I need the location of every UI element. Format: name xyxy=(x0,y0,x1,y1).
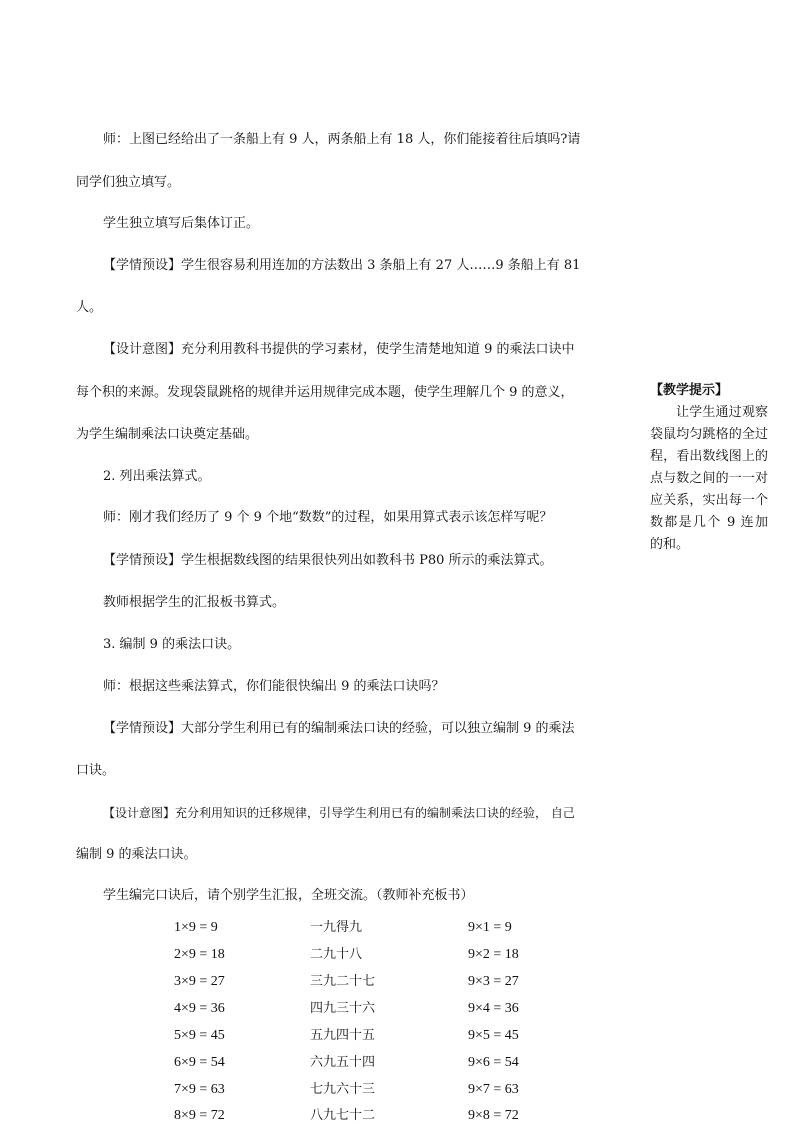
formula-left: 1×9 = 9 xyxy=(174,920,218,935)
paragraph: 师：根据这些乘法算式，你们能很快编出 9 的乘法口诀吗？ xyxy=(103,679,445,694)
paragraph: 【学情预设】学生很容易利用连加的方法数出 3 条船上有 27 人……9 条船上有 81 xyxy=(103,258,581,273)
paragraph: 【设计意图】充分利用教科书提供的学习素材，使学生清楚地知道 9 的乘法口诀中 xyxy=(103,342,575,357)
formula-right: 9×2 = 18 xyxy=(468,947,519,962)
formula-left: 3×9 = 27 xyxy=(174,974,225,989)
formula-left: 2×9 = 18 xyxy=(174,947,225,962)
formula-left: 5×9 = 45 xyxy=(174,1028,225,1043)
teaching-tip-box xyxy=(650,380,768,556)
paragraph: 2. 列出乘法算式。 xyxy=(103,469,211,484)
formula-right: 9×8 = 72 xyxy=(468,1108,519,1123)
paragraph: 学生独立填写后集体订正。 xyxy=(103,216,260,231)
formula-left: 4×9 = 36 xyxy=(174,1001,225,1016)
paragraph: 同学们独立填写。 xyxy=(76,175,181,190)
paragraph: 【设计意图】充分利用知识的迁移规律，引导学生利用已有的编制乘法口诀的经验， 自己 xyxy=(103,806,575,820)
formula-right: 9×1 = 9 xyxy=(468,920,512,935)
paragraph: 师：刚才我们经历了 9 个 9 个地“数数”的过程，如果用算式表示该怎样写呢？ xyxy=(103,510,553,525)
paragraph: 编制 9 的乘法口诀。 xyxy=(76,847,197,862)
mnemonic: 八九七十二 xyxy=(310,1108,376,1123)
mnemonic: 五九四十五 xyxy=(310,1028,376,1043)
formula-right: 9×3 = 27 xyxy=(468,974,519,989)
paragraph: 人。 xyxy=(76,300,103,315)
paragraph: 为学生编制乘法口诀奠定基础。 xyxy=(76,427,259,442)
formula-right: 9×4 = 36 xyxy=(468,1001,519,1016)
paragraph: 教师根据学生的汇报板书算式。 xyxy=(103,595,286,610)
formula-left: 7×9 = 63 xyxy=(174,1082,225,1097)
paragraph: 【学情预设】大部分学生利用已有的编制乘法口诀的经验，可以独立编制 9 的乘法 xyxy=(103,721,575,736)
paragraph: 学生编完口诀后，请个别学生汇报，全班交流。（教师补充板书） xyxy=(103,888,474,903)
paragraph: 每个积的来源。发现袋鼠跳格的规律并运用规律完成本题，使学生理解几个 9 的意义， xyxy=(76,385,574,400)
formula-right: 9×7 = 63 xyxy=(468,1082,519,1097)
formula-right: 9×6 = 54 xyxy=(468,1055,519,1070)
formula-right: 9×5 = 45 xyxy=(468,1028,519,1043)
paragraph: 师：上图已经给出了一条船上有 9 人，两条船上有 18 人，你们能接着往后填吗?请 xyxy=(103,132,581,147)
formula-left: 8×9 = 72 xyxy=(174,1108,225,1123)
mnemonic: 三九二十七 xyxy=(310,974,376,989)
teaching-tip-title: 【教学提示】 xyxy=(650,383,729,398)
mnemonic: 一九得九 xyxy=(310,920,363,935)
teaching-tip-body: 让学生通过观察袋鼠均匀跳格的全过程，看出数线图上的点与数之间的一一对应关系，实出每一个数都是几个 9 连加的和。 xyxy=(650,405,768,552)
mnemonic: 二九十八 xyxy=(310,947,363,962)
formula-left: 6×9 = 54 xyxy=(174,1055,225,1070)
mnemonic: 七九六十三 xyxy=(310,1082,376,1097)
mnemonic: 六九五十四 xyxy=(310,1055,376,1070)
mnemonic: 四九三十六 xyxy=(310,1001,376,1016)
paragraph: 3. 编制 9 的乘法口诀。 xyxy=(103,637,241,652)
paragraph: 口诀。 xyxy=(76,763,116,778)
paragraph: 【学情预设】学生根据数线图的结果很快列出如教科书 P80 所示的乘法算式。 xyxy=(103,553,553,568)
